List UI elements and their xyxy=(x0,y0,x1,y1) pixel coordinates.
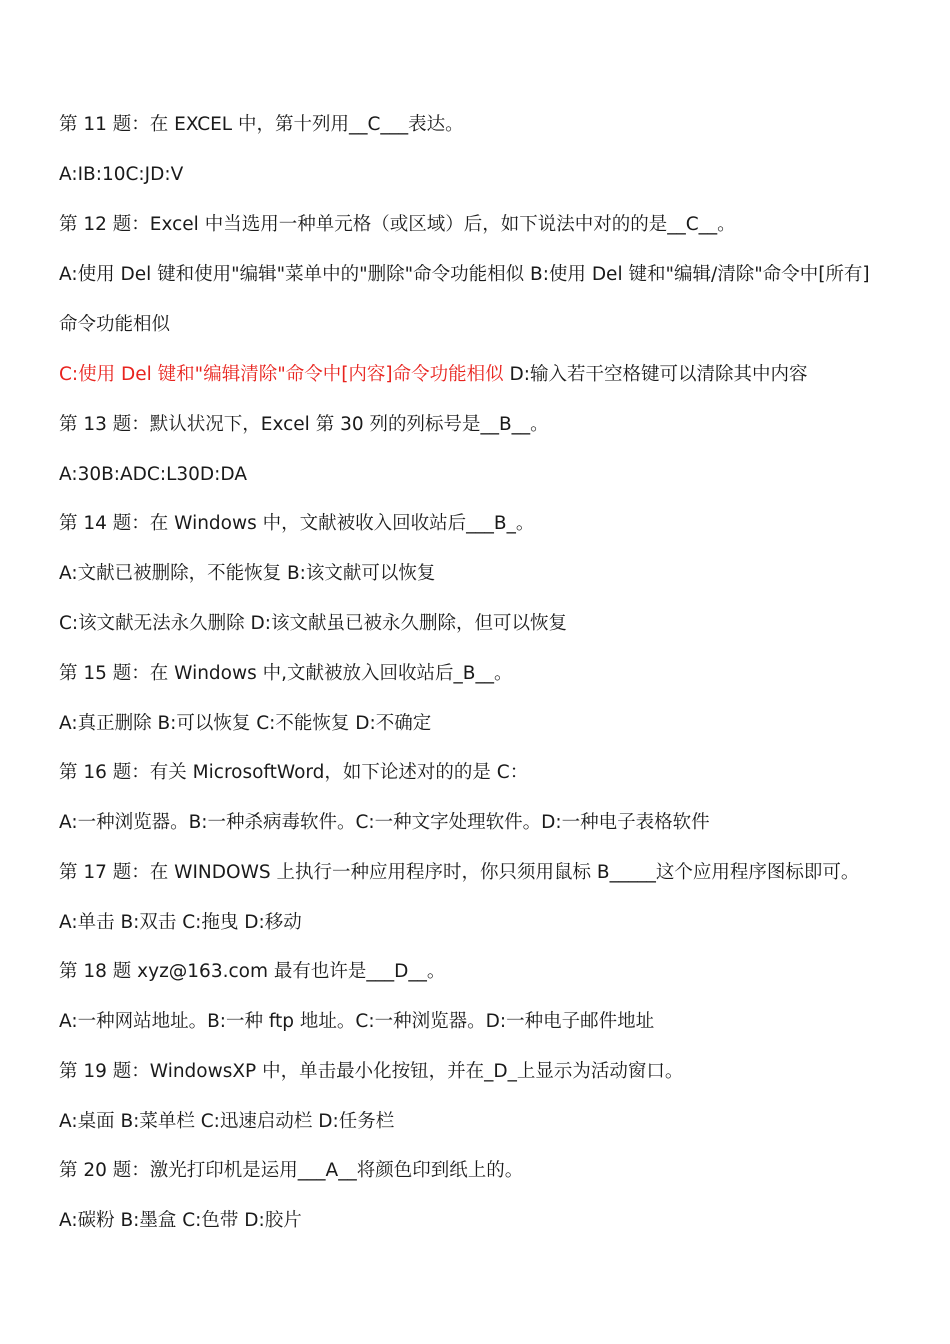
question-17: 第 17 题：在 WINDOWS 上执行一种应用程序时，你只须用鼠标 B_____这个应用程序图标即可。 xyxy=(59,862,860,883)
question-16-options: A:一种浏览器。B:一种杀病毒软件。C:一种文字处理软件。D:一种电子表格软件 xyxy=(59,812,710,833)
question-14-options-ab: A:文献已被删除，不能恢复 B:该文献可以恢复 xyxy=(59,563,436,584)
question-16: 第 16 题：有关 MicrosoftWord，如下论述对的的是 C： xyxy=(59,762,529,783)
option-c-prefix: C: xyxy=(59,364,79,385)
question-12: 第 12 题：Excel 中当选用一种单元格（或区域）后，如下说法中对的的是__C__。 xyxy=(59,214,736,235)
question-14-options-cd: C:该文献无法永久删除 D:该文献虽已被永久删除，但可以恢复 xyxy=(59,613,568,634)
question-15-options: A:真正删除 B:可以恢复 C:不能恢复 D:不确定 xyxy=(59,713,432,734)
option-d-text: D:输入若干空格键可以清除其中内容 xyxy=(503,364,808,385)
question-14: 第 14 题：在 Windows 中，文献被收入回收站后___B_。 xyxy=(59,513,535,534)
question-19: 第 19 题：WindowsXP 中，单击最小化按钮，并在_D_上显示为活动窗口。 xyxy=(59,1061,684,1082)
question-13-options: A:30B:ADC:L30D:DA xyxy=(59,464,247,485)
highlighted-answer: 使用 Del 键和"编辑清除"命令中[内容]命令功能相似 xyxy=(78,364,504,385)
question-12-options-ab: A:使用 Del 键和使用"编辑"菜单中的"删除"命令功能相似 B:使用 Del 键和"编辑/清除"命令中[所有] xyxy=(59,264,870,285)
question-11: 第 11 题：在 EXCEL 中，第十列用__C___表达。 xyxy=(59,114,464,135)
question-19-options: A:桌面 B:菜单栏 C:迅速启动栏 D:任务栏 xyxy=(59,1111,395,1132)
question-20-options: A:碳粉 B:墨盒 C:色带 D:胶片 xyxy=(59,1210,302,1231)
question-12-options-cd xyxy=(59,362,808,388)
question-13: 第 13 题：默认状况下，Excel 第 30 列的列标号是__B__。 xyxy=(59,414,549,435)
question-11-options: A:IB:10C:JD:V xyxy=(59,164,184,185)
question-17-options: A:单击 B:双击 C:拖曳 D:移动 xyxy=(59,912,302,933)
question-18-options: A:一种网站地址。B:一种 ftp 地址。C:一种浏览器。D:一种电子邮件地址 xyxy=(59,1011,655,1032)
question-12-options-ab-cont: 命令功能相似 xyxy=(59,314,171,335)
question-18: 第 18 题 xyz@163.com 最有也许是___D__。 xyxy=(59,961,446,982)
question-15: 第 15 题：在 Windows 中,文献被放入回收站后_B__。 xyxy=(59,663,513,684)
question-20: 第 20 题：激光打印机是运用___A__将颜色印到纸上的。 xyxy=(59,1160,524,1181)
